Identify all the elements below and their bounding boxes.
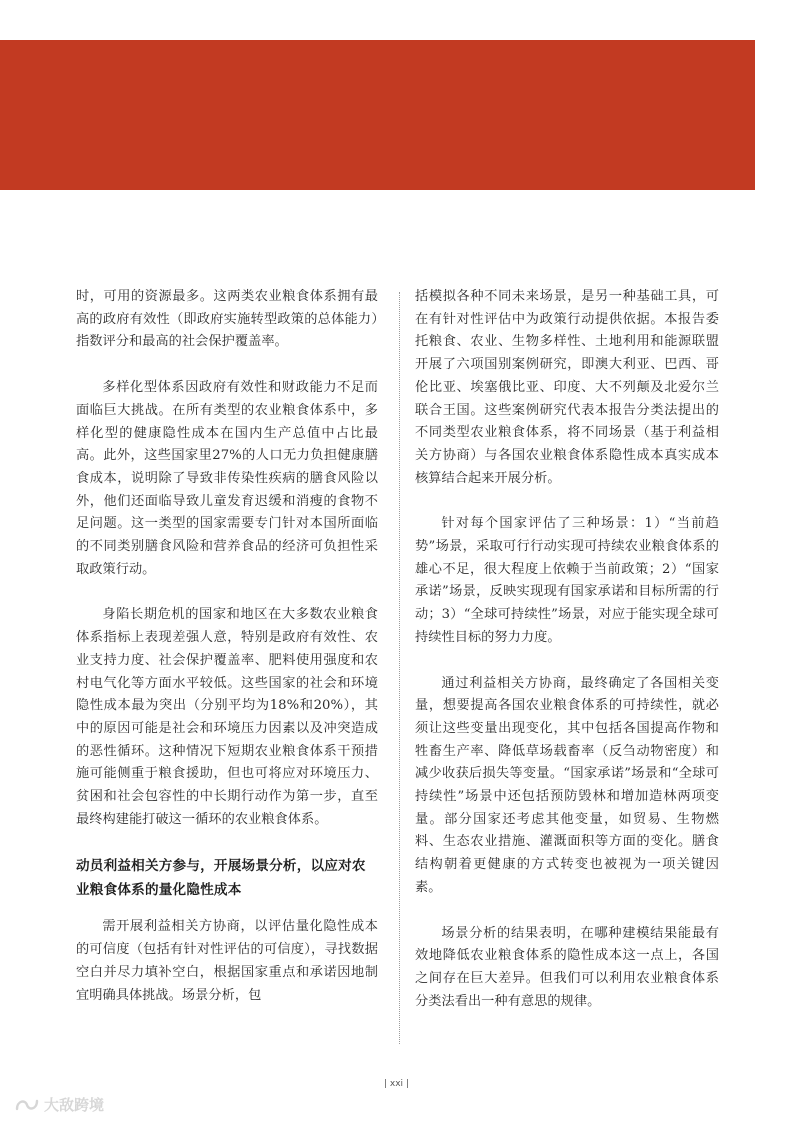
paragraph: 通过利益相关方协商，最终确定了各国相关变量，想要提高各国农业粮食体系的可持续性，就必须让这些变量出现变化，其中包括各国提高作物和牲畜生产率、降低草场载畜率（反刍动物密度）和减少收获后损失等变量。“国家承诺”场景和“全球可持续性”场景中还包括预防毁林和增加造林两项变量。部分国家还考虑其他变量，如贸易、生物燃料、生态农业措施、灌溉面积等方面的变化。膳食结构朝着更健康的方式转变也被视为一项关键因素。 — [415, 675, 719, 895]
paragraph: 身陷长期危机的国家和地区在大多数农业粮食体系指标上表现差强人意，特别是政府有效性、农业支持力度、社会保护覆盖率、肥料使用强度和农村电气化等方面水平较低。这些国家的社会和环境隐性成本最为突出（分别平均为18%和20%），其中的原因可能是社会和环境压力因素以及冲突造成的恶性循环。这种情况下短期农业粮食体系干预措施可能侧重于粮食援助，但也可将应对环境压力、贫困和社会包容性的中长期行动作为第一步，直至最终构建能打破这一循环的农业粮食体系。 — [76, 607, 378, 827]
paragraph: 需开展利益相关方协商，以评估量化隐性成本的可信度（包括有针对性评估的可信度），寻找数据空白并尽力填补空白，根据国家重点和承诺因地制宜明确具体挑战。场景分析，包 — [76, 919, 378, 1003]
paragraph: 括模拟各种不同未来场景，是另一种基础工具，可在有针对性评估中为政策行动提供依据。本报告委托粮食、农业、生物多样性、土地利用和能源联盟开展了六项国别案例研究，即澳大利亚、巴西、哥伦比亚、埃塞俄比亚、印度、大不列颠及北爱尔兰联合王国。这些案例研究代表本报告分类法提出的不同类型农业粮食体系，将不同场景（基于利益相关方协商）与各国农业粮食体系隐性成本真实成本核算结合起来开展分析。 — [415, 289, 719, 486]
paragraph: 场景分析的结果表明，在哪种建模结果能最有效地降低农业粮食体系的隐性成本这一点上，各国之间存在巨大差异。但我们可以利用农业粮食体系分类法看出一种有意思的规律。 — [415, 925, 719, 1009]
right-column — [415, 286, 719, 1013]
watermark-text: 大敌跨境 — [44, 1096, 105, 1114]
watermark-logo-icon — [14, 1097, 40, 1113]
page-number: | xxi | — [384, 1079, 409, 1089]
left-column — [76, 286, 378, 1007]
paragraph: 时，可用的资源最多。这两类农业粮食体系拥有最高的政府有效性（即政府实施转型政策的总体能力）指数评分和最高的社会保护覆盖率。 — [76, 289, 378, 350]
section-heading: 动员利益相关方参与，开展场景分析，以应对农业粮食体系的量化隐性成本 — [76, 858, 366, 899]
column-divider — [399, 292, 400, 1044]
header-banner — [0, 40, 755, 190]
watermark — [14, 1094, 104, 1115]
paragraph: 针对每个国家评估了三种场景：1）“当前趋势”场景，采取可行行动实现可持续农业粮食体系的雄心不足，很大程度上依赖于当前政策；2）“国家承诺”场景，反映实现现有国家承诺和目标所需的行动；3）“全球可持续性”场景，对应于能实现全球可持续性目标的努力力度。 — [415, 516, 719, 645]
paragraph: 多样化型体系因政府有效性和财政能力不足而面临巨大挑战。在所有类型的农业粮食体系中，多样化型的健康隐性成本在国内生产总值中占比最高。此外，这些国家里27%的人口无力负担健康膳食成本，说明除了导致非传染性疾病的膳食风险以外，他们还面临导致儿童发育迟缓和消瘦的食物不足问题。这一类型的国家需要专门针对本国所面临的不同类别膳食风险和营养食品的经济可负担性采取政策行动。 — [76, 380, 378, 577]
